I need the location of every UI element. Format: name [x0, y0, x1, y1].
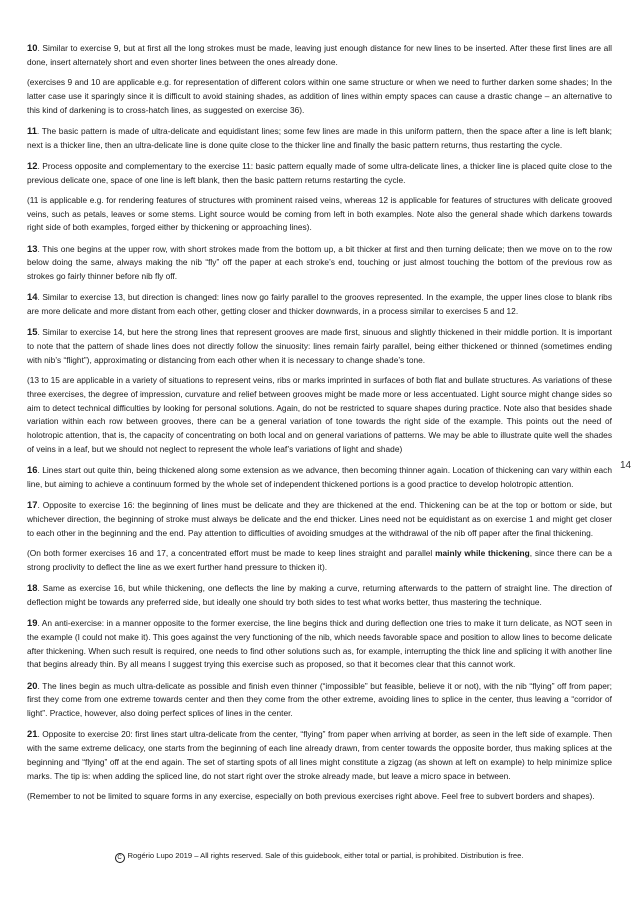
paragraph-text: . Lines start out quite thin, being thickened along some extension as we advance, then becoming thinner again. Location of thickening can vary within each line, but aiming to achieve a continuum formed by the whole set of independent thickened portions is a good practice to develop holotropic attention. — [27, 465, 612, 490]
note-exercises-13-15 — [27, 374, 612, 457]
paragraph-exercise-14 — [27, 290, 612, 319]
emphasis-text: mainly while thickening — [435, 548, 530, 558]
exercise-number: 16 — [27, 464, 38, 476]
exercise-number: 17 — [27, 499, 38, 511]
paragraph-exercise-12 — [27, 159, 612, 188]
exercise-number: 12 — [27, 159, 38, 171]
exercise-number: 10 — [27, 42, 38, 53]
paragraph-text: . The basic pattern is made of ultra-delicate and equidistant lines; some few lines are made in this uniform pattern, then the space after a line is left blank; next is a thicker line, then an ultra-delicate line is done quite close to the thicker line and finally the basic pattern returns, thus restarting the cycle. — [27, 125, 612, 150]
paragraph-text: . An anti-exercise: in a manner opposite to the former exercise, the line begins thick and during deflection one tries to make it turn delicate, as NOT seen in the example (I could not make it). This goes against the very functioning of the nib, which needs favorable space and position to allow lines to become delicate after thickening. When such result is required, one needs to find other solutions such as, for example, interrupting the thick line and splicing it with another line that begins already thin. By all means I suggest trying this exercise such as proposed, so that it becomes clear that this cannot work. — [27, 617, 612, 670]
paragraph-text: . Same as exercise 16, but while thickening, one deflects the line by making a curve, returning afterwards to the pattern of straight line. The direction of deflection might be towards any preferred side, but ideally one should try both sides to test what works better, thus mastering the technique. — [27, 582, 612, 607]
paragraph-text: . This one begins at the upper row, with short strokes made from the bottom up, a bit thicker at first and then turning delicate; then we move on to the row below doing the same, always making the nib “fly” off the paper at each stroke’s end, touching or just almost touching the bottom of the previous row as strokes go fairly thinner before nib fly off. — [27, 243, 612, 282]
note-exercises-9-10 — [27, 76, 612, 117]
exercise-number: 19 — [27, 616, 38, 628]
paragraph-exercise-11 — [27, 124, 612, 153]
paragraph-exercise-18 — [27, 581, 612, 610]
footer-text: Rogério Lupo 2019 – All rights reserved. Sale of this guidebook, either total or partial, is prohibited. Distribution is free. — [127, 851, 524, 860]
paragraph-text: (Remember to not be limited to square forms in any exercise, especially on both previous exercises right above. Feel free to subvert borders and shapes). — [27, 790, 595, 801]
paragraph-text: . Opposite to exercise 20: first lines start ultra-delicate from the center, “flying” from paper when arriving at border, as seen in the left side of example. Then with the same extreme delicacy, one starts from the beginning of each line already drawn, from center towards the opposite border, thus making splices at the beginning and “flying” off at the end again. The set of starting spots of all lines might constitute a zigzag (as shown at left on example) to help minimize splice marks. The tip is: when adding the spliced line, do not start right over the stroke already made, but leave a micro space in between. — [27, 729, 612, 781]
paragraph-exercise-16 — [27, 463, 612, 492]
paragraph-text: . Similar to exercise 9, but at first all the long strokes must be made, leaving just enough distance for new lines to be inserted. After these first lines are all done, insert alternately short and even shorter lines between the ones already done. — [27, 43, 612, 67]
exercise-number: 15 — [27, 326, 38, 338]
copyright-icon: C — [115, 853, 125, 863]
note-exercises-16-17 — [27, 547, 612, 575]
paragraph-text: . Process opposite and complementary to the exercise 11: basic pattern equally made of some ultra-delicate lines, a thicker line is placed quite close to the previous delicate one, space of one line is left blank, then the basic pattern returns restarting the cycle. — [27, 160, 612, 185]
exercise-number: 11 — [27, 124, 37, 136]
exercise-number: 18 — [27, 581, 38, 593]
paragraph-text: . Opposite to exercise 16: the beginning of lines must be delicate and they are thickened at the end. Thickening can be at the top or bottom or side, but whichever direction, the beginning of stroke must always be delicate and the end thicker. Lines need not be equidistant as on exercise 1 and might get closer to each other in the beginning and the end. Pay attention to difficulties of avoiding smudges at the withdrawal of the nib off paper after the final thickening. — [27, 500, 612, 538]
paragraph-text: . The lines begin as much ultra-delicate as possible and finish even thinner (“impossible” but feasible, believe it or not), with the nib “flying” off from paper; first they come from one extreme towards center and then they come from the other extreme, avoiding lines to splice in the center, thus leaving a “corridor of light”. Practice, however, also doing perfect splices of lines in the center. — [27, 680, 612, 719]
paragraph-exercise-13 — [27, 242, 612, 284]
footer — [0, 851, 638, 863]
page-number: 14 — [620, 460, 632, 471]
paragraph-text: (exercises 9 and 10 are applicable e.g. for representation of different colors within one same structure or when we need to further darken some shades; In the latter case use it sparingly since it is difficult to avoid staining shades, as addition of lines within empty spaces can cause a drastic change – an alternative to this kind of darkening is to cross-hatch lines, as suggested on exercise 36). — [27, 76, 612, 115]
paragraph-text: . Similar to exercise 13, but direction is changed: lines now go fairly parallel to the grooves represented. In the example, the upper lines close to blank ribs are more delicate and more distant from each other, getting closer and thicker downwards, in a process similar to exercises 5 and 12. — [27, 292, 612, 317]
paragraph-text: . Similar to exercise 14, but here the strong lines that represent grooves are made first, sinuous and slightly thickened in their middle portion. It is important to note that the pattern of shade lines does not directly follow the sinuosity: lines remain fairly parallel, being either thickened or thinned (sometimes ending with nib’s “flight”), approximating or distancing from each other when it is necessary to change shade’s tone. — [27, 327, 612, 365]
note-exercises-11-12 — [27, 194, 612, 235]
paragraph-exercise-19 — [27, 616, 612, 672]
exercise-number: 13 — [27, 242, 38, 254]
note-closing — [27, 790, 612, 804]
exercise-number: 21 — [27, 728, 38, 740]
paragraph-exercise-20 — [27, 679, 612, 721]
paragraph-exercise-21 — [27, 727, 612, 783]
paragraph-text-after: , since there can be a strong proclivity to deflect the line as we exert further hand pressure to thicken it). — [27, 548, 613, 572]
paragraph-text: (13 to 15 are applicable in a variety of situations to represent veins, ribs or marks imprinted in surfaces of both flat and bullate structures. As variations of these three exercises, the degree of impression, curvature and relief between grooves might be made more or less accentuated. Light source might change sides so aim to detect technical difficulties by looking for personal solutions. Again, do not be restricted to square shapes during practice. Note also that besides shade variation within each row between grooves, there can be a general variation of tone towards the right side of the example. This points out the need of holotropic attention, that is, the capacity of concentrating on both local and on general variations of patterns. We may be able to illustrate quite well the shades of veins in a leaf, but we should not neglect to represent the whole leaf’s variations of light and shade) — [27, 375, 612, 455]
paragraph-text: (11 is applicable e.g. for rendering features of structures with prominent raised veins, whereas 12 is applicable for features of structures with delicate grooved veins, such as petals, leaves or some stems. Light source would be coming from left in both examples. Note also the general shade which darkens towards right side of both examples, forged either by thickening or approaching lines). — [27, 194, 612, 233]
paragraph-exercise-10 — [27, 41, 612, 70]
exercise-number: 14 — [27, 291, 38, 303]
guidebook-body — [27, 41, 612, 810]
exercise-number: 20 — [27, 679, 38, 691]
paragraph-exercise-15 — [27, 325, 612, 367]
paragraph-text: (On both former exercises 16 and 17, a concentrated effort must be made to keep lines straight and parallel — [27, 548, 436, 558]
paragraph-exercise-17 — [27, 498, 612, 540]
